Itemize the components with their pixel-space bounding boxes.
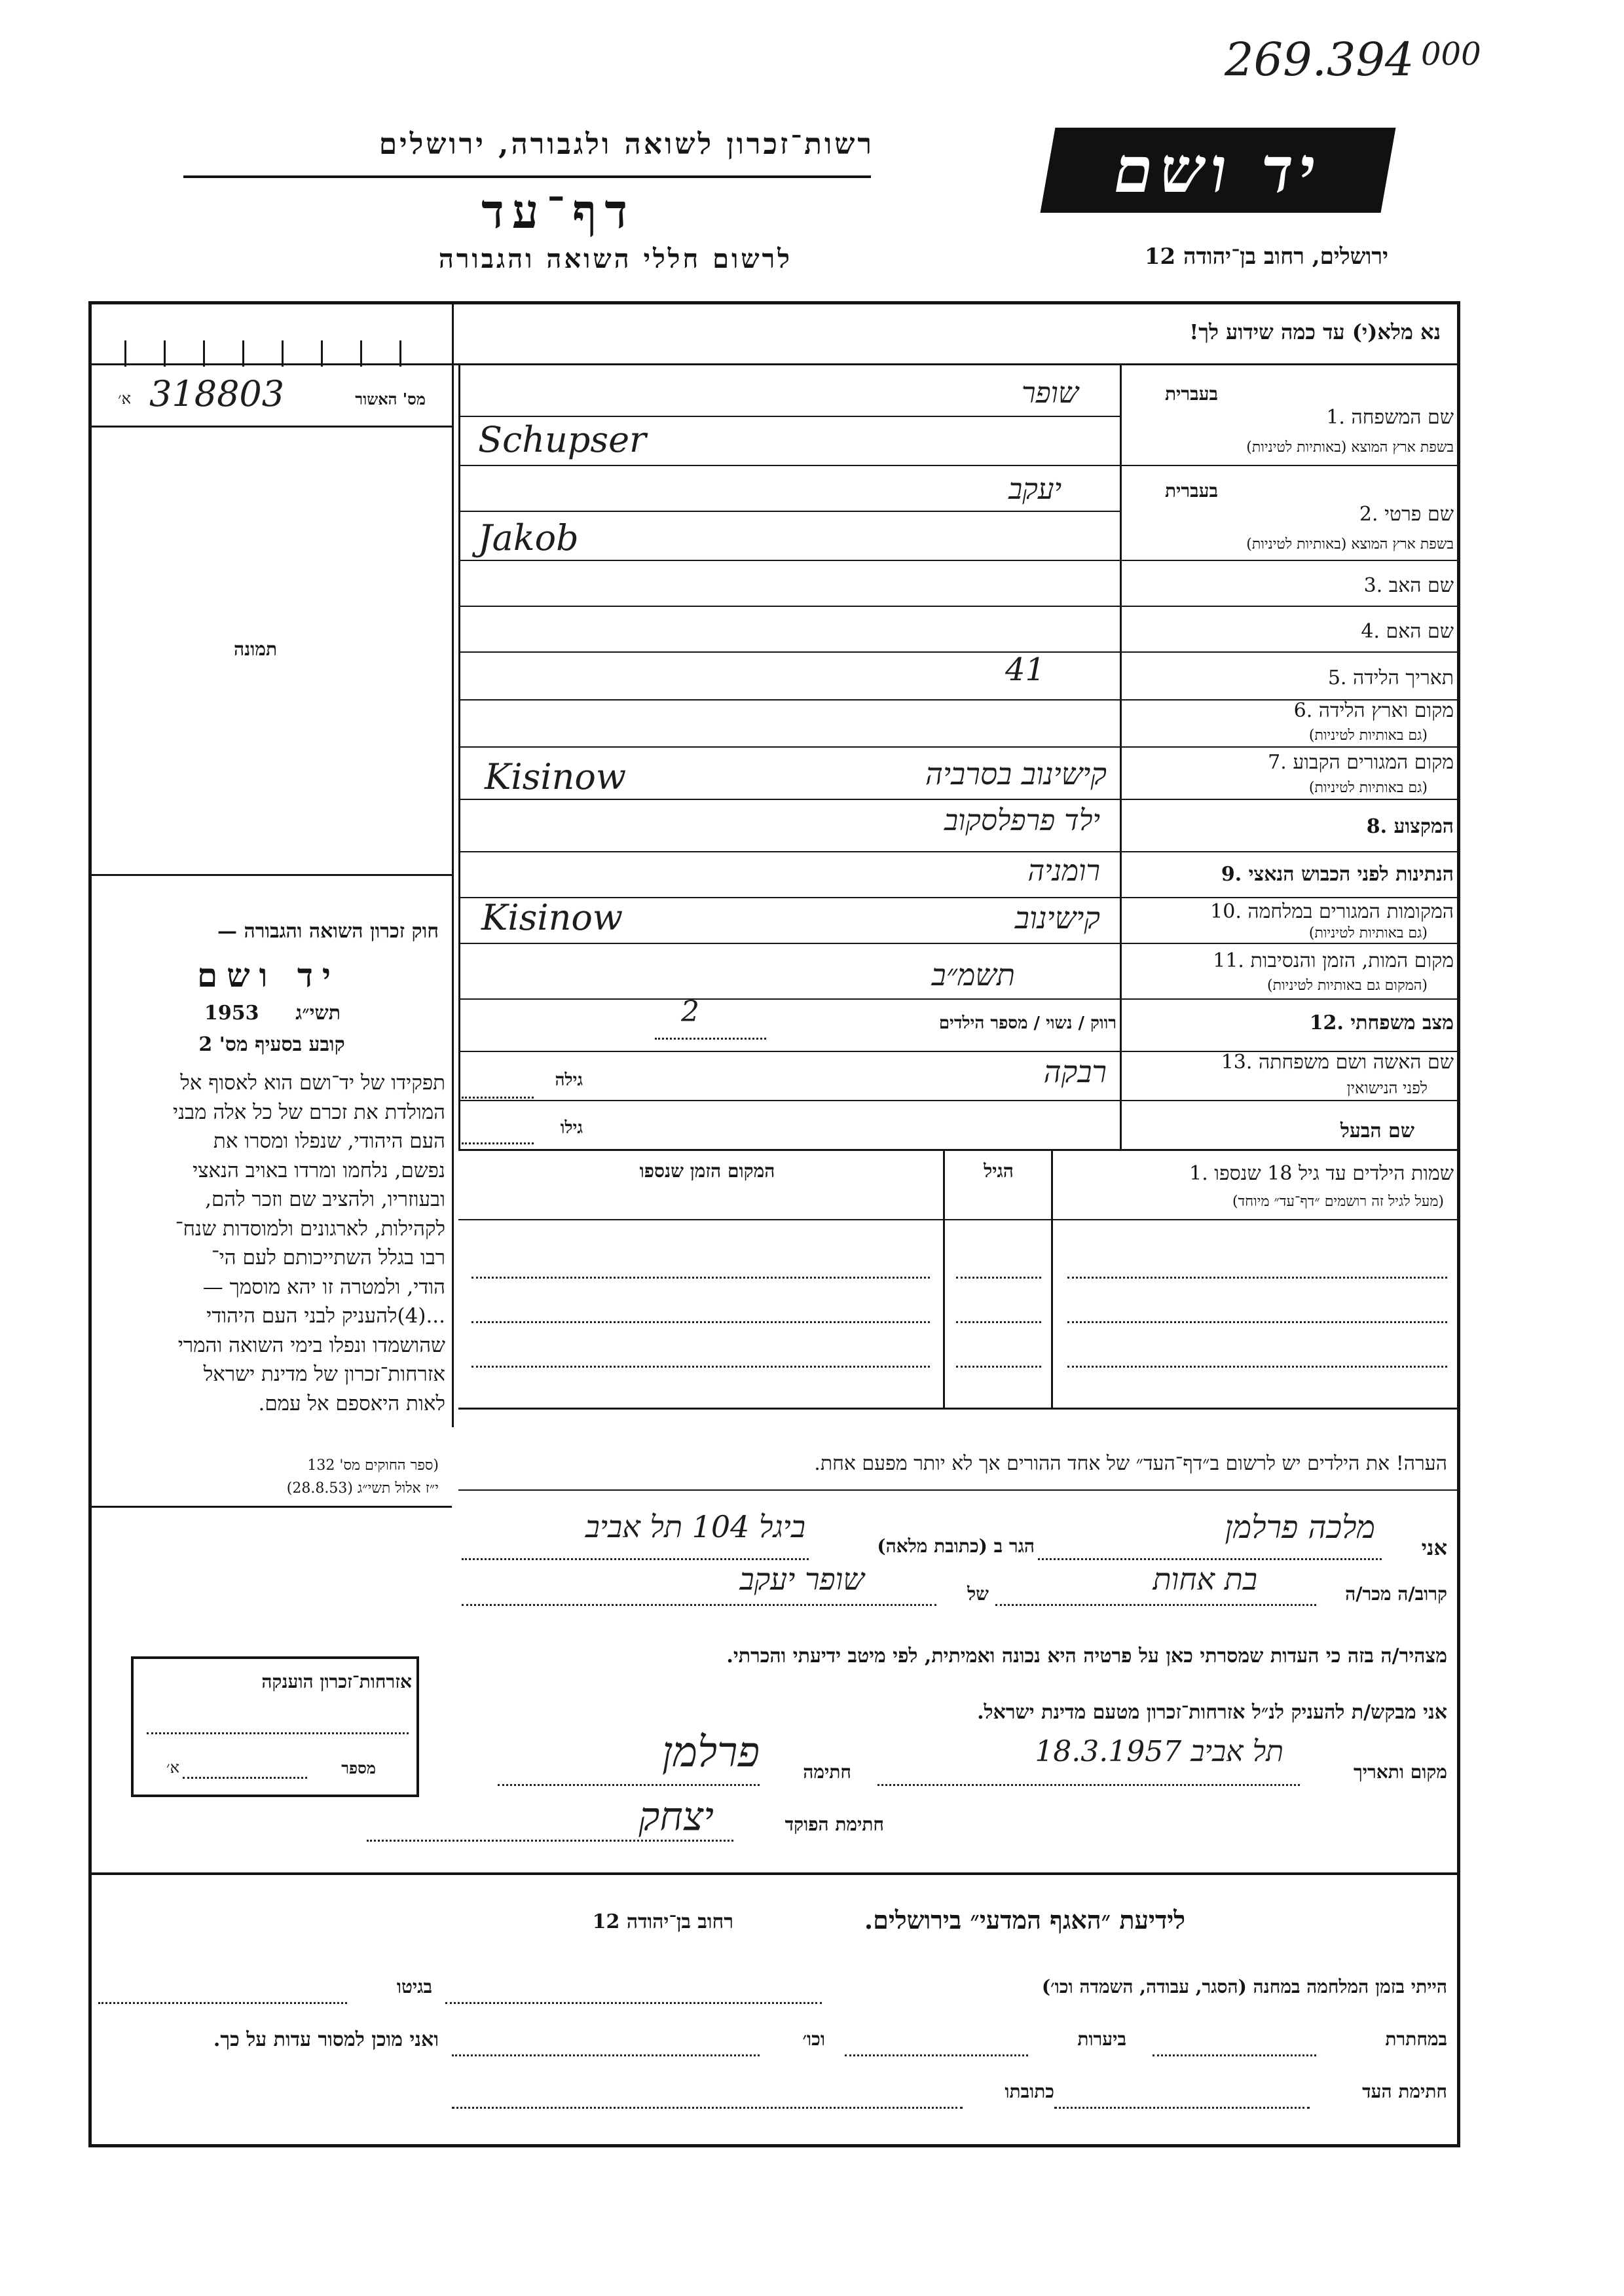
footer-witness-sig: חתימת העד <box>1362 2081 1447 2102</box>
children-row-line <box>1067 1366 1447 1368</box>
wife-age-label: גילה <box>555 1070 583 1090</box>
husband-age-label: גילו <box>560 1118 583 1138</box>
field-7-value-hebrew: קישינוב בסרביה <box>925 756 1107 792</box>
registration-ticks <box>124 340 445 367</box>
field-2-sub: בשפת ארץ המוצא (באותיות לטיניות) <box>1246 536 1454 553</box>
law-year: 1953 <box>204 1002 259 1025</box>
footer-forests-value-line <box>845 2054 1028 2056</box>
law-year-hebrew: תשי״ג <box>295 1002 341 1025</box>
children-bottom <box>458 1408 1457 1410</box>
children-place-line <box>471 1321 930 1323</box>
registration-label: מס' האשור <box>355 390 426 409</box>
citizenship-box-number-prefix: א׳ <box>166 1758 179 1777</box>
footer-forests-label: ביערות <box>1077 2028 1126 2050</box>
children-age-line <box>956 1321 1041 1323</box>
children-col-age: הגיל <box>984 1160 1014 1182</box>
footer-title: לידיעת ״האגף המדעי״ בירושלים. <box>864 1905 1185 1935</box>
field-6-sub: (גם באותיות לטיניות) <box>1308 727 1428 744</box>
husband-age-line <box>462 1142 534 1144</box>
registration-rule <box>92 426 452 428</box>
children-row-line <box>1067 1277 1447 1279</box>
field-7-label <box>1133 751 1454 774</box>
footer-etc-label: וכו׳ <box>802 2028 825 2050</box>
field-13-sub: לפני הנישואין <box>1346 1079 1428 1097</box>
decl-place-date-label: מקום ותאריך <box>1353 1761 1447 1783</box>
footer-ghetto-value-line <box>98 2002 347 2004</box>
footer-camp-value-line <box>445 2002 822 2004</box>
field-2-number: .2 <box>1359 503 1385 526</box>
field-5-label <box>1133 666 1454 689</box>
field-1-label-text: שם המשפחה <box>1351 406 1454 429</box>
corner-mark: 000 <box>1421 36 1481 73</box>
field-13-label-text: שם האשה ושם משפחתה <box>1258 1051 1454 1074</box>
field-10-number: .10 <box>1210 900 1248 923</box>
children-place-line <box>471 1277 930 1279</box>
field-2-value-latin: Jakob <box>478 517 579 558</box>
field-8-number: .8 <box>1366 815 1394 838</box>
field-5-value: 41 <box>1005 651 1046 688</box>
children-note: הערה! את הילדים יש לרשום ב״דף־העד״ של אחד ההורים אך לא יותר מפעם אחת. <box>814 1452 1447 1475</box>
law-line: העם היהודי, שנפלו ומסרו את <box>213 1129 445 1153</box>
yad-vashem-logo <box>1041 128 1396 213</box>
label-column-divider <box>1120 363 1122 1149</box>
logo-text: יד ושם <box>1107 133 1329 207</box>
decl-name-value: מלכה פרלמן <box>1225 1509 1375 1546</box>
field-8-label <box>1133 815 1454 838</box>
children-age-line <box>956 1366 1041 1368</box>
children-number: .1 <box>1189 1162 1215 1185</box>
field-12-value: 2 <box>681 995 699 1029</box>
field-9-label <box>1133 863 1454 886</box>
field-11-label-text: מקום המות, הזמן והנסיבות <box>1250 949 1454 972</box>
husband-label: שם הבעל <box>1340 1120 1414 1142</box>
decl-relative-label: קרוב/ה מכר/ה <box>1345 1583 1447 1605</box>
field-1-sub: בשפת ארץ המוצא (באותיות לטיניות) <box>1246 439 1454 456</box>
citizenship-box-title: אזרחות־זכרון הוענקה <box>261 1671 412 1692</box>
field-10-label <box>1133 900 1454 923</box>
children-col-2 <box>943 1151 945 1410</box>
field-6-number: .6 <box>1293 699 1319 722</box>
field-7-number: .7 <box>1268 751 1293 774</box>
field-1-label <box>1133 406 1454 429</box>
decl-officer-value: יצחק <box>638 1794 714 1840</box>
decl-place-date-value: תל אביב 18.3.1957 <box>1035 1735 1283 1768</box>
decl-place-date-line <box>877 1784 1300 1786</box>
field-2-value-hebrew: יעקב <box>1008 473 1062 506</box>
archive-number: 269.394 <box>1225 33 1414 86</box>
decl-relation-line <box>995 1604 1316 1606</box>
decl-i-label: אני <box>1421 1535 1447 1560</box>
footer-address-label: כתובתו <box>1005 2081 1054 2102</box>
field-11-value: תשמ״ב <box>931 957 1015 993</box>
law-line: הודי, ולמטרה זו יהא מוסמך — <box>202 1275 445 1299</box>
children-header-rule-left <box>458 1219 943 1220</box>
children-col-place: המקום הזמן שנספו <box>639 1160 775 1182</box>
law-title: חוק זכרון השואה והגבורה — <box>217 920 439 943</box>
photo-rule <box>92 874 452 876</box>
field-10-value-hebrew: קישינוב <box>1014 900 1100 936</box>
footer-address: רחוב בן־יהודה 12 <box>592 1910 733 1933</box>
field-13-label <box>1133 1051 1454 1074</box>
field-9-label-text: הנתינות לפני הכבוש הנאצי <box>1248 863 1454 886</box>
field-9-value: רומניה <box>1027 854 1100 888</box>
footer-ghetto-label: בגיטו <box>396 1976 432 1997</box>
footer-underground-value-line <box>1153 2054 1316 2056</box>
law-line: תפקידו של יד־ושם הוא לאסוף אל <box>180 1071 445 1095</box>
decl-of-line <box>462 1604 936 1606</box>
law-line: אזרחות־זכרון של מדינת ישראל <box>203 1362 445 1386</box>
decl-residing: הגר ב (כתובת מלאה) <box>877 1535 1035 1557</box>
law-line: לאות היאספם אל עמם. <box>258 1391 445 1415</box>
decl-of-value: שופר יעקב <box>739 1561 864 1597</box>
field-5-number: .5 <box>1327 666 1353 689</box>
sidebar-border <box>452 301 454 1427</box>
law-line: לקהילות, לארגונים ולמוסדות שנח־ <box>175 1216 445 1241</box>
children-row-line <box>1067 1321 1447 1323</box>
footer-etc-value-line <box>452 2054 760 2056</box>
children-age-line <box>956 1277 1041 1279</box>
children-label <box>1058 1162 1454 1185</box>
field-4-number: .4 <box>1361 620 1386 643</box>
citizenship-box-number-line <box>183 1777 307 1779</box>
children-place-line <box>471 1366 930 1368</box>
registration-number: 318803 <box>149 373 285 414</box>
decl-name-line <box>1038 1558 1382 1560</box>
field-11-sub: (המקום גם באותיות לטיניות) <box>1267 977 1428 994</box>
decl-signature-label: חתימה <box>803 1761 851 1783</box>
photo-label: תמונה <box>233 638 278 660</box>
decl-address-value: ביגל 104 תל אביב <box>585 1509 805 1544</box>
field-5-label-text: תאריך הלידה <box>1352 666 1454 689</box>
wife-age-line <box>462 1097 534 1099</box>
field-7-value-latin: Kisinow <box>485 756 627 797</box>
field-1-number: .1 <box>1326 406 1352 429</box>
law-line: המולדת את זכרם של כל אלה מבני <box>172 1100 445 1124</box>
field-2-label <box>1133 503 1454 526</box>
law-line: רבו בגלל השתייכותם לעם הי־ <box>211 1246 445 1269</box>
field-12-number: .12 <box>1309 1011 1351 1034</box>
field-4-label-text: שם האם <box>1386 620 1454 643</box>
decl-request: אני מבקש/ת להעניק לנ״ל אזרחות־זכרון מטעם מדינת ישראל. <box>977 1701 1447 1724</box>
field-6-label <box>1133 699 1454 722</box>
law-box-bottom <box>92 1506 452 1508</box>
children-sub: (מעל לגיל זה רושמים ״דף־עד״ מיוחד) <box>1232 1194 1444 1210</box>
value-area-border <box>458 363 460 1149</box>
field-11-label <box>1133 949 1454 972</box>
registration-prefix: א׳ <box>118 390 131 408</box>
law-line: ובעוזריו, ולהציב שם וזכר להם, <box>205 1188 445 1211</box>
footer-address-value-line <box>452 2107 963 2109</box>
decl-statement: מצהיר/ה בזה כי העדות שמסרתי כאן על פרטיה היא נכונה ואמיתית, לפי מיטב ידיעתי והכרתי. <box>726 1645 1447 1667</box>
field-8-value: ילד פרפלסקוב <box>944 804 1100 837</box>
decl-address-line <box>462 1558 809 1560</box>
form-subtitle: לרשום חללי השואה והגבורה <box>438 244 792 274</box>
citizenship-box <box>131 1656 419 1797</box>
field-12-label <box>1133 1011 1454 1034</box>
field-10-label-text: המקומות המגורים במלחמה <box>1247 900 1454 923</box>
field-2-label-text: שם פרטי <box>1384 503 1454 526</box>
field-3-number: .3 <box>1363 574 1389 597</box>
citizenship-box-line <box>147 1732 409 1734</box>
law-source-2: י״ז אלול תשי״ג (28.8.53) <box>286 1480 439 1497</box>
field-4-label <box>1133 620 1454 643</box>
field-1-value-latin: Schupser <box>478 419 646 460</box>
footer-underground-label: במחתרת <box>1385 2028 1447 2050</box>
field-7-label-text: מקום המגורים הקבוע <box>1293 751 1454 774</box>
field-8-label-text: המקצוע <box>1393 815 1454 838</box>
field-12-value-line <box>655 1038 766 1040</box>
field-11-number: .11 <box>1213 949 1251 972</box>
field-1-hebrew-tag: בעברית <box>1164 383 1218 405</box>
law-text <box>98 1068 445 1418</box>
children-header-rule <box>943 1219 1457 1220</box>
institution-underline <box>183 175 871 178</box>
decl-officer-label: חתימת הפוקד <box>784 1813 884 1835</box>
institution-name: רשות־זכרון לשואה ולגבורה, ירושלים <box>378 128 874 161</box>
decl-of-label: של <box>967 1583 989 1605</box>
field-1-value-hebrew: שופר <box>1022 376 1079 410</box>
footer-witness-sig-line <box>1054 2107 1310 2109</box>
field-3-label-text: שם האב <box>1388 574 1454 597</box>
decl-signature-value: פרלמן <box>661 1728 760 1777</box>
children-label-text: שמות הילדים עד גיל 18 שנספו <box>1214 1162 1454 1185</box>
field-7-sub: (גם באותיות לטיניות) <box>1308 780 1428 796</box>
law-line: נפשם, נלחמו ומרדו באויב הנאצי <box>193 1158 445 1182</box>
institution-address: ירושלים, רחוב בן־יהודה 12 <box>1144 244 1388 270</box>
field-9-number: .9 <box>1221 863 1249 886</box>
field-3-label <box>1133 574 1454 597</box>
field-10-value-latin: Kisinow <box>481 897 623 938</box>
decl-relation-value: בת אחות <box>1153 1561 1257 1597</box>
decl-signature-line <box>498 1784 760 1786</box>
law-source-1: (ספר החוקים מס' 132 <box>307 1457 439 1474</box>
law-section: קובע בסעיף מס' 2 <box>198 1033 345 1056</box>
field-13-number: .13 <box>1221 1051 1259 1074</box>
field-12-label-text: מצב משפחתי <box>1350 1011 1454 1034</box>
children-col-1 <box>1051 1151 1053 1410</box>
field-6-label-text: מקום וארץ הלידה <box>1318 699 1454 722</box>
law-name: יד ושם <box>197 956 340 994</box>
footer-rule <box>92 1872 1457 1875</box>
footer-camp-line: הייתי בזמן המלחמה במחנה (הסגר, עבודה, השמדה וכו׳) <box>1041 1976 1447 1997</box>
field-13-value: רבקה <box>1043 1054 1107 1089</box>
footer-testimony: ואני מוכן למסור עדות על כך. <box>213 2028 439 2051</box>
form-title: דף־עד <box>481 183 635 239</box>
law-line: שהושמדו ונפלו בימי השואה והמרי <box>177 1333 445 1357</box>
citizenship-box-number-label: מספר <box>341 1758 376 1777</box>
law-line: ...(4)להעניק לבני העם היהודי <box>206 1304 445 1328</box>
field-12-options: רווק / נשוי / מספר הילדים <box>938 1013 1116 1033</box>
field-10-sub: (גם באותיות לטיניות) <box>1308 925 1428 941</box>
note-rule <box>458 1489 1457 1491</box>
decl-officer-line <box>367 1840 733 1842</box>
field-2-hebrew-tag: בעברית <box>1164 480 1218 501</box>
instruction-text: נא מלא(י) עד כמה שידוע לך! <box>1189 319 1441 344</box>
